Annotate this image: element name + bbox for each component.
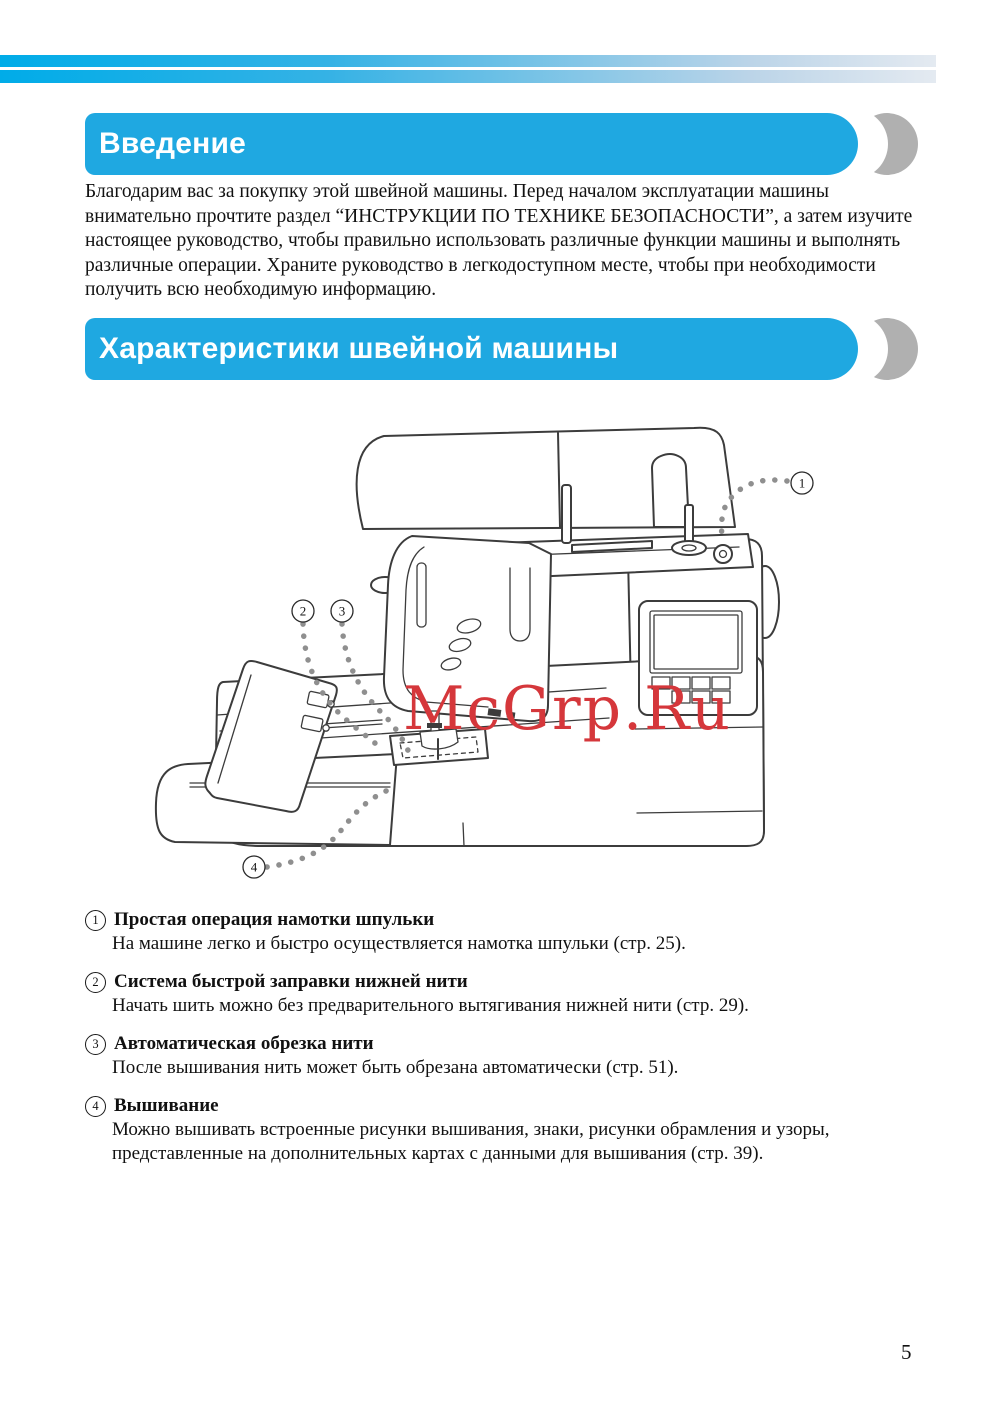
- svg-text:2: 2: [299, 603, 307, 619]
- feature-title: Простая операция намотки шпульки: [114, 909, 435, 930]
- section-header-machine-features: Характеристики швейной машины: [85, 318, 858, 380]
- page-number: 5: [901, 1340, 912, 1364]
- feature-item-quick-set-bobbin: [85, 970, 957, 1018]
- feature-description: Начать шить можно без предварительного вытягивания нижней нити (стр. 29).: [112, 995, 749, 1016]
- feature-item-embroidery: [85, 1094, 957, 1166]
- lcd-screen: [650, 611, 742, 673]
- feature-number-badge: 1: [85, 910, 106, 931]
- feature-description: На машине легко и быстро осуществляется намотка шпульки (стр. 25).: [112, 933, 686, 954]
- callout-1-marker: [791, 472, 813, 494]
- feature-title: Автоматическая обрезка нити: [114, 1033, 374, 1054]
- feature-description: Можно вышивать встроенные рисунки вышивания, знаки, рисунки обрамления и узоры, представленные на дополнительных картах с данными для вышивания (стр. 39).: [112, 1119, 830, 1164]
- top-gradient-bar-line: [0, 67, 936, 70]
- svg-text:1: 1: [798, 475, 806, 491]
- top-cover: [357, 428, 735, 529]
- feature-item-automatic-thread-cutting: [85, 1032, 957, 1080]
- intro-paragraph: Благодарим вас за покупку этой швейной машины. Перед началом эксплуатации машины внимательно прочтите раздел “ИНСТРУКЦИИ ПО ТЕХНИКЕ БЕЗОПАСНОСТИ”, а затем изучите настоящее руководство, чтобы правильно использовать различные функции машины и выполнять различные операции. Храните руководство в легкодоступном месте, чтобы при необходимости получить всю необходимую информацию.: [85, 181, 913, 300]
- callout-3-marker: [331, 600, 353, 622]
- top-gradient-bar: [0, 55, 936, 83]
- features-list: [85, 908, 957, 1180]
- callout-2-marker: [292, 600, 314, 622]
- callout-4-marker: [243, 856, 265, 878]
- feature-number-badge: 4: [85, 1096, 106, 1117]
- sewing-machine-illustration: [60, 415, 940, 890]
- feature-number-badge: 3: [85, 1034, 106, 1055]
- svg-text:3: 3: [338, 603, 346, 619]
- section-header-introduction: Введение: [85, 113, 858, 175]
- feature-number-badge: 2: [85, 972, 106, 993]
- feature-item-bobbin-winding: [85, 908, 957, 956]
- svg-text:4: 4: [250, 859, 258, 875]
- feature-title: Система быстрой заправки нижней нити: [114, 971, 468, 992]
- feature-title: Вышивание: [114, 1095, 219, 1116]
- watermark-text: McGrp.Ru: [403, 674, 732, 744]
- feature-description: После вышивания нить может быть обрезана автоматически (стр. 51).: [112, 1057, 679, 1078]
